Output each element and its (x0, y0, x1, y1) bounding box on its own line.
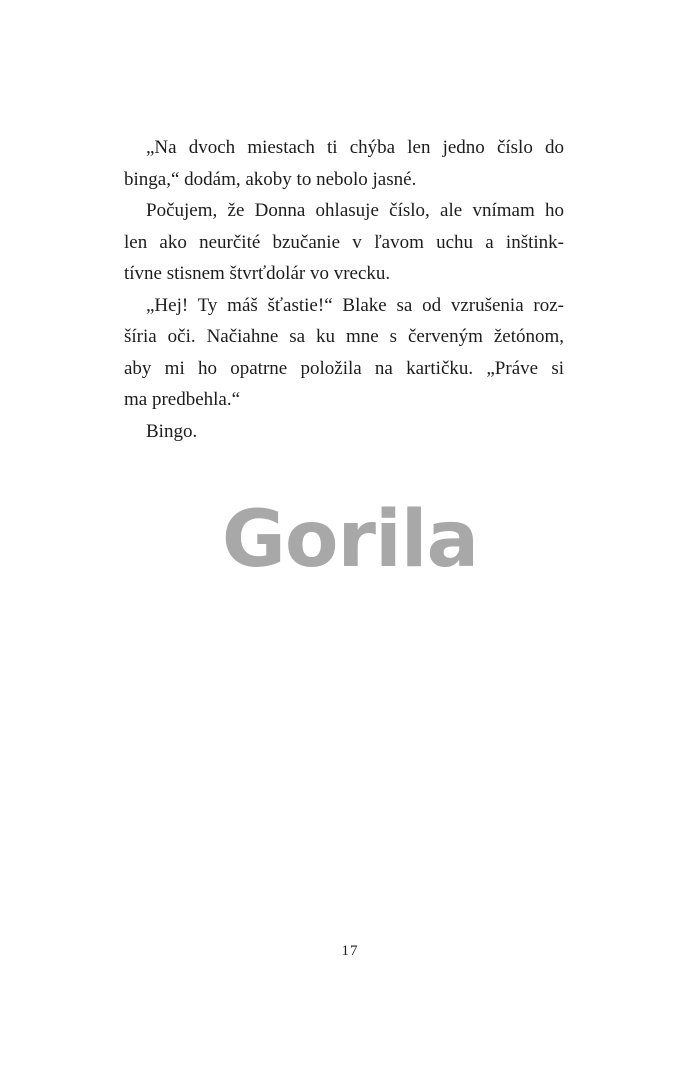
text-line: aby mi ho opatrne položila na kartičku. „Práve si (124, 357, 564, 379)
body-text (124, 132, 564, 447)
text-line: Počujem, že Donna ohlasuje číslo, ale vnímam ho (146, 200, 564, 221)
text-line: šíria oči. Načiahne sa ku mne s červeným žetónom, (124, 326, 564, 347)
watermark-logo: Gorila (221, 495, 479, 585)
text-line: len ako neurčité bzučanie v ľavom uchu a inštink- (124, 231, 564, 253)
text-line: binga,“ dodám, akoby to nebolo jasné. (124, 168, 417, 190)
text-line: tívne stisnem štvrťdolár vo vrecku. (124, 263, 391, 284)
text-line: „Hej! Ty máš šťastie!“ Blake sa od vzrušenia roz- (146, 294, 564, 316)
text-line: „Na dvoch miestach ti chýba len jedno číslo do (146, 137, 564, 158)
text-line: Bingo. (146, 420, 198, 442)
page-number: 17 (341, 943, 359, 959)
text-line: ma predbehla.“ (124, 389, 241, 410)
